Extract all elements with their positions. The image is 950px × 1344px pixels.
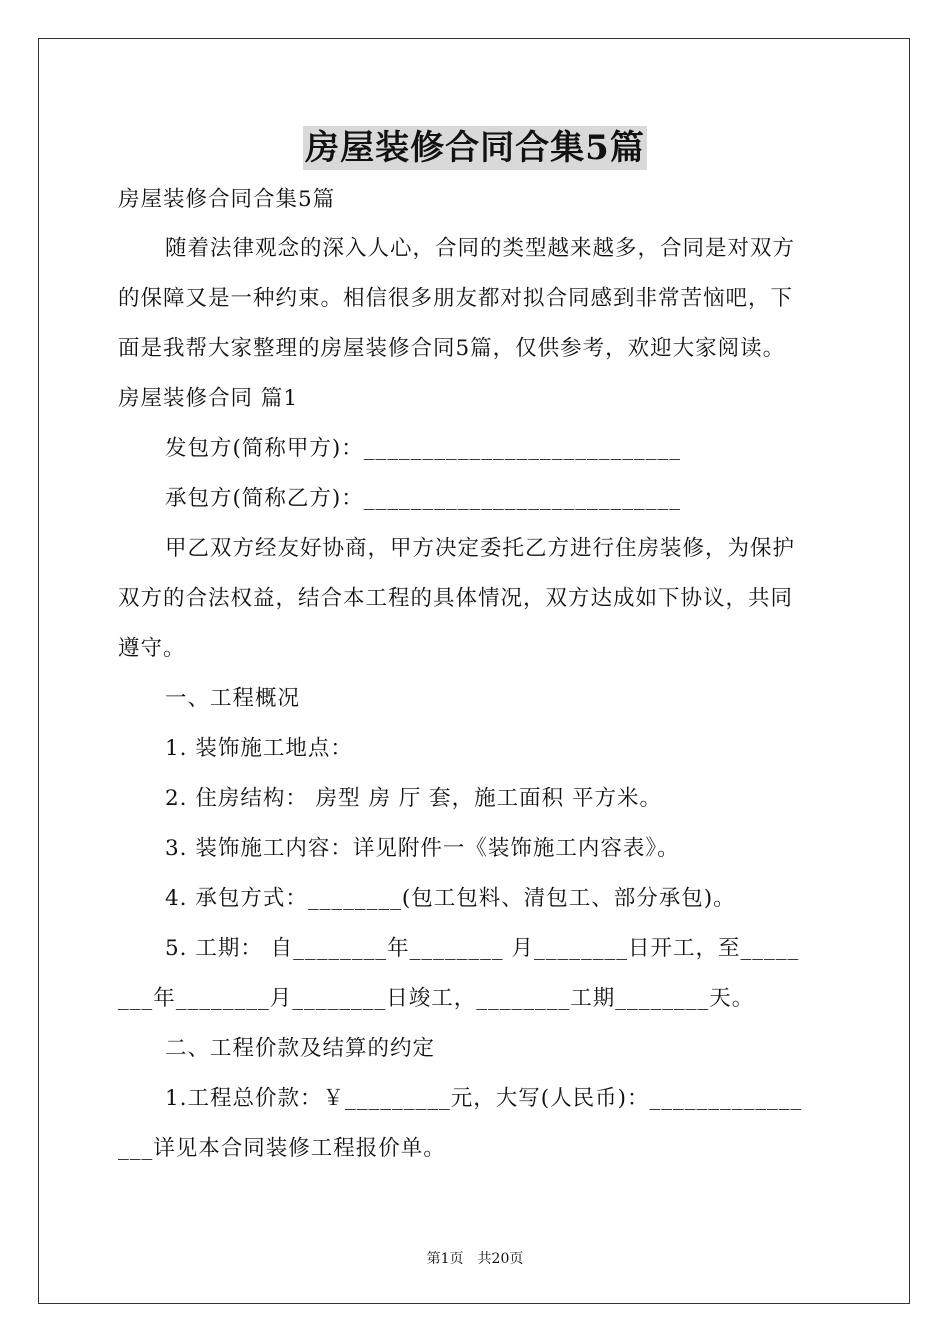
party-a-line: 发包方(简称甲方)：___________________________ [165,436,682,461]
clause-item: 3. 装饰施工内容：详见附件一《装饰施工内容表》。 [165,836,680,861]
clause-item-continued: ___详见本合同装修工程报价单。 [118,1136,446,1161]
paragraph-line: 甲乙双方经友好协商，甲方决定委托乙方进行住房装修，为保护 [165,536,796,561]
clause-heading: 二、工程价款及结算的约定 [165,1036,436,1061]
clause-item: 5. 工期： 自________年________ 月________日开工，至_____ [165,936,800,961]
clause-item: 4. 承包方式：________(包工包料、清包工、部分承包)。 [165,886,736,911]
page-border [38,38,910,1304]
subtitle-line: 房屋装修合同合集5篇 [118,187,336,212]
party-b-line: 承包方(简称乙方)：___________________________ [165,486,682,511]
paragraph-line: 遵守。 [118,636,186,661]
clause-item: 2. 住房结构： 房型 房 厅 套，施工面积 平方米。 [165,786,663,811]
document-title: 房屋装修合同合集5篇 [305,128,645,168]
paragraph-line: 双方的合法权益，结合本工程的具体情况，双方达成如下协议，共同 [118,586,794,611]
page-number: 第1页 共20页 [426,1251,524,1267]
section-heading: 房屋装修合同 篇1 [118,386,299,411]
clause-item: 1.工程总价款：￥_________元，大写(人民币)：_____________ [165,1086,803,1111]
clause-item-continued: ___年________月________日竣工，________工期________天。 [118,986,755,1011]
clause-item: 1. 装饰施工地点： [165,736,353,761]
paragraph-line: 的保障又是一种约束。相信很多朋友都对拟合同感到非常苦恼吧，下 [118,286,794,311]
clause-heading: 一、工程概况 [165,686,301,711]
paragraph-line: 面是我帮大家整理的房屋装修合同5篇，仅供参考，欢迎大家阅读。 [118,336,786,361]
paragraph-line: 随着法律观念的深入人心，合同的类型越来越多，合同是对双方 [165,236,796,261]
